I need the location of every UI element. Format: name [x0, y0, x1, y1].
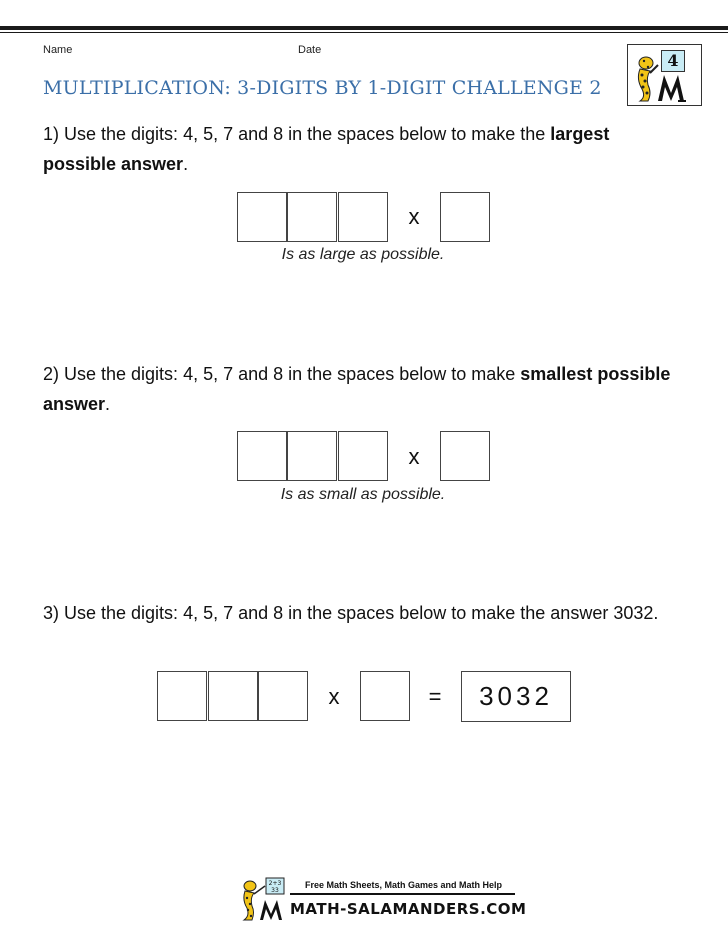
footer-badge-top: 2+3 — [268, 880, 282, 887]
q2-caption: Is as small as possible. — [280, 486, 446, 503]
q2-tens-box[interactable] — [287, 431, 337, 481]
q1-multiplier-box[interactable] — [440, 192, 490, 242]
question-1-text — [43, 119, 683, 179]
name-label: Name — [43, 44, 73, 56]
footer-rule — [290, 893, 515, 895]
q1-ones-box[interactable] — [338, 192, 388, 242]
question-2-prompt: 2) Use the digits: 4, 5, 7 and 8 in the spaces below to make — [43, 364, 521, 384]
date-label: Date — [298, 44, 322, 56]
q3-times-sign: x — [328, 684, 340, 709]
q1-times-sign: x — [408, 204, 420, 229]
question-3-text: 3) Use the digits: 4, 5, 7 and 8 in the spaces below to make the answer 3032. — [43, 603, 659, 623]
worksheet-title: MULTIPLICATION: 3-DIGITS BY 1-DIGIT CHALLENGE 2 — [43, 77, 602, 99]
q3-tens-box[interactable] — [208, 671, 258, 721]
footer-badge-bottom: 33 — [271, 887, 279, 894]
question-1-prompt: 1) Use the digits: 4, 5, 7 and 8 in the spaces below to make the — [43, 124, 551, 144]
footer-tagline: Free Math Sheets, Math Games and Math Help — [305, 880, 503, 890]
footer-salamander-logo — [238, 876, 288, 922]
question-2-period: . — [105, 394, 111, 414]
q3-ones-box[interactable] — [258, 671, 308, 721]
q2-ones-box[interactable] — [338, 431, 388, 481]
question-2-text — [43, 359, 683, 419]
q1-tens-box[interactable] — [287, 192, 337, 242]
question-1-period: . — [183, 154, 189, 174]
top-rule — [0, 26, 728, 30]
q3-hundreds-box[interactable] — [157, 671, 207, 721]
top-rule-thin — [0, 32, 728, 33]
q2-times-sign: x — [408, 444, 420, 469]
grade-badge: 4 — [661, 50, 685, 72]
q3-multiplier-box[interactable] — [360, 671, 410, 721]
question-2-emphasis: smallest possible answer — [43, 364, 671, 414]
q1-hundreds-box[interactable] — [237, 192, 287, 242]
q1-caption: Is as large as possible. — [281, 246, 445, 263]
q3-answer-box: 3032 — [461, 671, 571, 722]
footer-brand[interactable]: MATH-SALAMANDERS.COM — [290, 900, 527, 918]
question-1-emphasis: largest possible answer — [43, 124, 610, 174]
footer-salamander-icon — [238, 876, 288, 922]
q2-hundreds-box[interactable] — [237, 431, 287, 481]
q3-equals-sign: = — [428, 684, 442, 709]
q2-multiplier-box[interactable] — [440, 431, 490, 481]
